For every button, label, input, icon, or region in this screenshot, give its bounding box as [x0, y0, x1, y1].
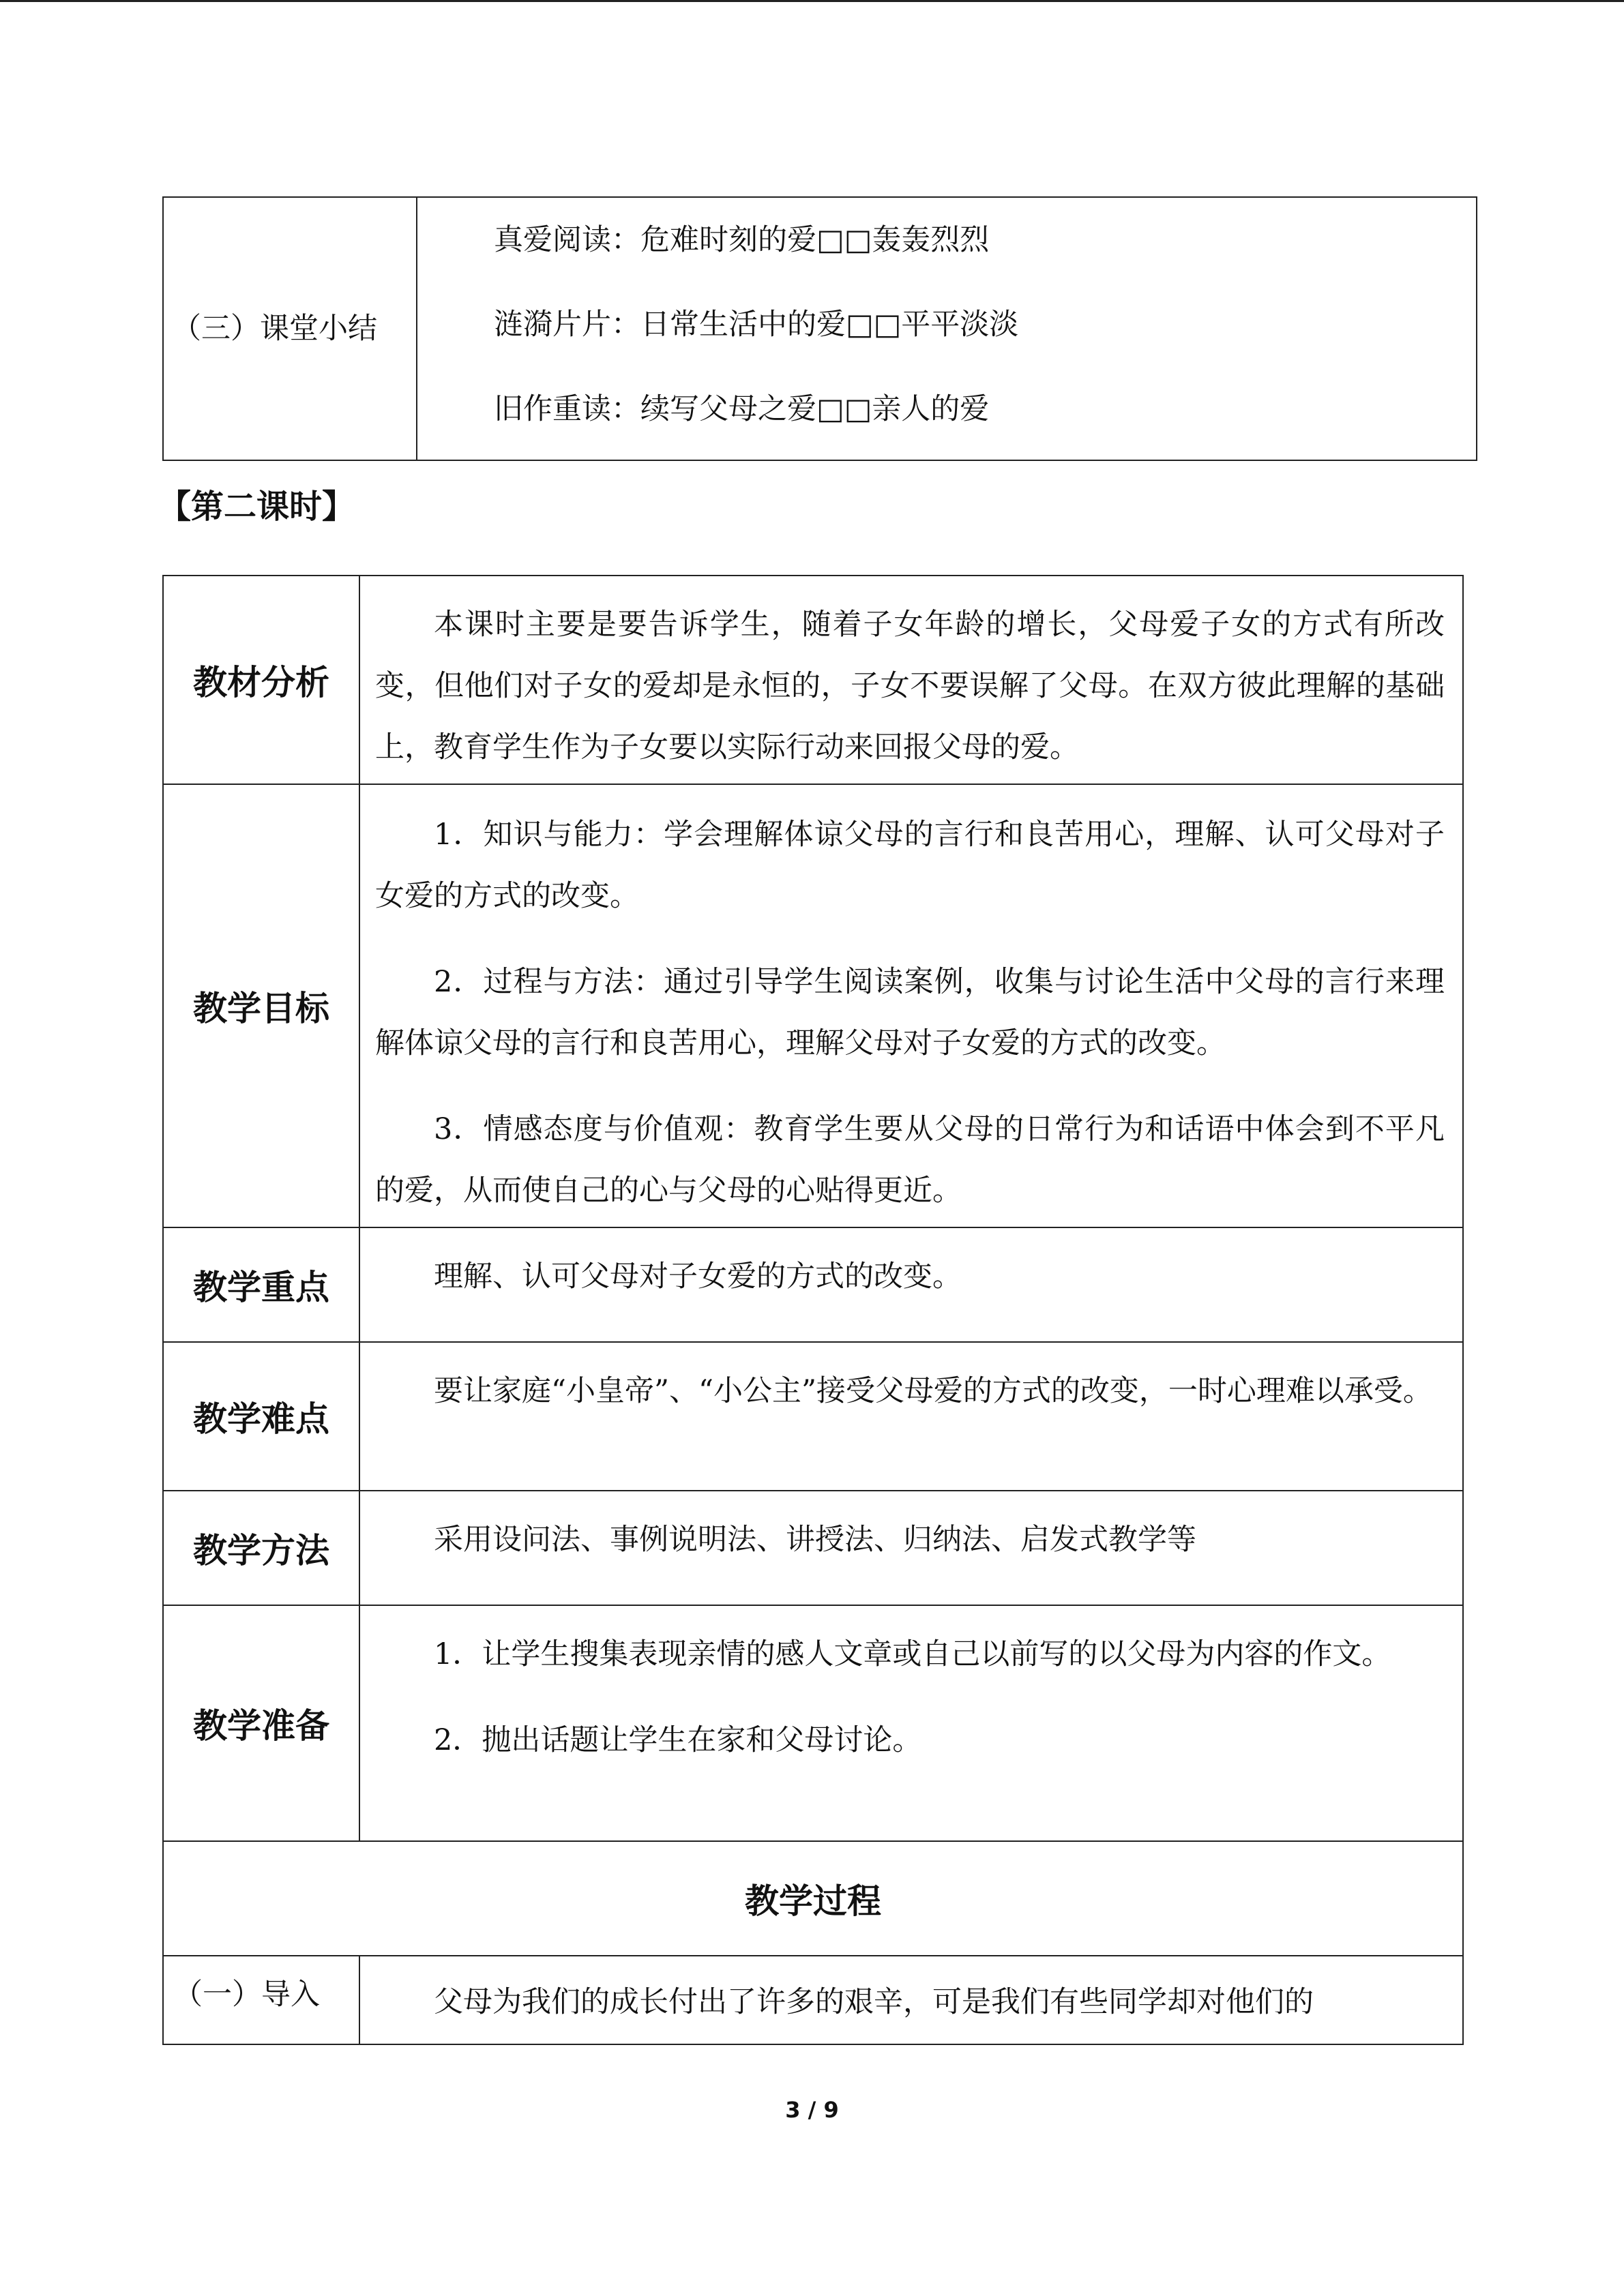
table-row: [163, 784, 1463, 1227]
summary-line: 旧作重读：续写父母之爱□□亲人的爱: [494, 392, 990, 426]
analysis-label: 教材分析: [163, 576, 359, 784]
intro-content: [359, 1956, 1463, 2044]
difficulty-text: 要让家庭“小皇帝”、“小公主”接受父母爱的方式的改变，一时心理难以承受。: [434, 1374, 1432, 1408]
summary-line: 涟漪片片：日常生活中的爱□□平平淡淡: [494, 308, 1019, 342]
difficulty-content: [359, 1342, 1463, 1491]
page-number: 3 / 9: [785, 2097, 839, 2123]
goal-item: 1．知识与能力：学会理解体谅父母的言行和良苦用心，理解、认可父母对子女爱的方式的改变。: [375, 818, 1445, 913]
methods-label: 教学方法: [163, 1491, 359, 1605]
intro-text: 父母为我们的成长付出了许多的艰辛，可是我们有些同学却对他们的: [434, 1985, 1314, 2019]
process-title: 教学过程: [163, 1841, 1463, 1956]
summary-label: （三）课堂小结: [163, 197, 417, 460]
preparation-label: 教学准备: [163, 1605, 359, 1841]
class-summary-table: [162, 196, 1477, 461]
intro-label: （一）导入: [163, 1956, 359, 2044]
table-row: [163, 1491, 1463, 1605]
difficulty-label: 教学难点: [163, 1342, 359, 1491]
analysis-content: [359, 576, 1463, 784]
methods-text: 采用设问法、事例说明法、讲授法、归纳法、启发式教学等: [434, 1523, 1196, 1557]
goal-item: 2．过程与方法：通过引导学生阅读案例，收集与讨论生活中父母的言行来理解体谅父母的言行和良苦用心，理解父母对子女爱的方式的改变。: [375, 965, 1445, 1060]
preparation-content: [359, 1605, 1463, 1841]
table-row: [163, 1227, 1463, 1342]
table-row: [163, 1956, 1463, 2044]
lesson-plan-table: [162, 575, 1464, 2045]
table-row: [163, 576, 1463, 784]
table-row: [163, 1605, 1463, 1841]
methods-content: [359, 1491, 1463, 1605]
key-point-label: 教学重点: [163, 1227, 359, 1342]
section-title: 【第二课时】: [158, 488, 355, 526]
preparation-item: 1．让学生搜集表现亲情的感人文章或自己以前写的以父母为内容的作文。: [434, 1637, 1391, 1671]
analysis-text: 本课时主要是要告诉学生，随着子女年龄的增长，父母爱子女的方式有所改变，但他们对子女的爱却是永恒的，子女不要误解了父母。在双方彼此理解的基础上，教育学生作为子女要以实际行动来回报父母的爱。: [375, 608, 1445, 764]
summary-content: [417, 197, 1477, 460]
table-row: [163, 197, 1477, 460]
goals-label: 教学目标: [163, 784, 359, 1227]
summary-line: 真爱阅读：危难时刻的爱□□轰轰烈烈: [494, 223, 990, 257]
top-border-line: [0, 0, 1624, 2]
preparation-item: 2．抛出话题让学生在家和父母讨论。: [434, 1723, 922, 1757]
goals-content: [359, 784, 1463, 1227]
key-point-content: [359, 1227, 1463, 1342]
key-point-text: 理解、认可父母对子女爱的方式的改变。: [434, 1259, 962, 1294]
goal-item: 3．情感态度与价值观：教育学生要从父母的日常行为和话语中体会到不平凡的爱，从而使自己的心与父母的心贴得更近。: [375, 1112, 1445, 1208]
table-row: [163, 1841, 1463, 1956]
table-row: [163, 1342, 1463, 1491]
